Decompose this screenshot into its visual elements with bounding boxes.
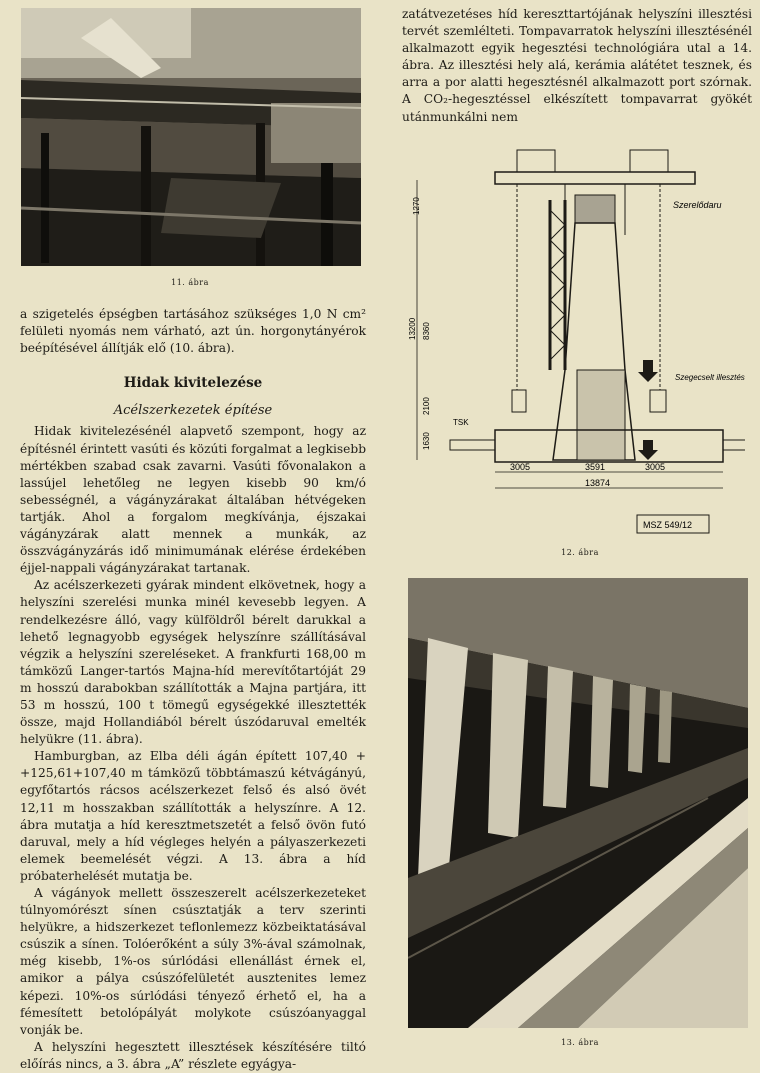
msz-label: MSZ 549/12 <box>643 520 693 530</box>
paragraph-4: A vágányok mellett összeszerelt acélszerkezeteket túlnyomórészt sínen csúsztatják a terv szerinti helyükre, a hidszerkezet teflonlemezz közbeiktatásával csúszik a sínen. Tolóerőként a súly 3%-ával számolnak, még kisebb, 1%-os súrlódási ellenállást érnek el, amikor a pálya csúszófelületét ausztenites lemez képezi. 10%-os súrlódási tényező érhető el, ha a fémesített betolópályát molykote csúszóanyaggal vonják be. <box>20 886 366 1037</box>
paragraph-2: Az acélszerkezeti gyárak mindent elkövetnek, hogy a helyszíni szerelési munka minél kevesebb legyen. A rendelkezésre álló, vagy külföldről bérelt darukkal a lehető legnagyobb egységek helyszínre szállításával végzik a helyszíni szereléseket. A frankfurti 168,00 m támközű Langer-tartós Majna-híd merevítőtartóját 29 m hosszú darabokban szállították a Majna partjára, itt 53 m hosszú, 100 t tömegű egységekké illesztették össze, majd Hollandiából bérelt úszódaruval emelték helyükre (11. ábra). <box>20 578 366 747</box>
riveted-joint-label: Szegecselt illesztés <box>675 373 745 382</box>
dim-2100: 2100 <box>422 397 431 415</box>
right-column-text <box>402 6 752 126</box>
right-paragraph: zatátvezetéses híd kereszttartójának helyszíni illesztési tervét szemlélteti. Tompavarratok helyszíni illesztésénél alkalmazott egyik hegesztési technológiára utal a 14. ábra. Az illesztési hely alá, kerámia alátétet tesznek, és arra a por alatti hegesztésnél alkalmazott port szórnak. A CO₂-hegesztéssel elkészített tompavarrat gyökét utánmunkálni nem <box>402 7 752 124</box>
figure-13-caption: 13. ábra <box>561 1038 599 1047</box>
section-heading: Hidak kivitelezése <box>123 375 263 392</box>
dim-13874: 13874 <box>585 478 611 488</box>
left-column-text <box>20 306 366 1073</box>
dim-3591: 3591 <box>585 462 606 472</box>
dim-3005-right: 3005 <box>645 462 666 472</box>
dim-8360: 8360 <box>422 322 431 340</box>
dim-13200: 13200 <box>408 317 417 340</box>
paragraph-5: A helyszíni hegesztett illesztések készítésére tiltó előírás nincs, a 3. ábra „A” részlete egyágya- <box>20 1039 366 1071</box>
crane-label: Szerelődaru <box>673 200 722 210</box>
dim-3005-left: 3005 <box>510 462 531 472</box>
dim-tsk: TSK <box>453 418 469 427</box>
figure-12-drawing <box>405 140 745 540</box>
figure-12-diagram <box>405 140 745 540</box>
paragraph-3: Hamburgban, az Elba déli ágán épített 107,40 + +125,61+107,40 m támközű többtámaszú kétvágányú, egyfőtartós rácsos acélszerkezet felső és alsó övét 12,11 m hosszakban szállították a helyszínre. A 12. ábra mutatja a híd keresztmetszetét a felső övön futó daruval, mely a híd végleges helyén a pályaszerkezeti elemek beemelését végzi. A 13. ábra a híd próbaterhelését mutatja be. <box>20 749 366 883</box>
figure-13-image <box>408 578 748 1028</box>
figure-11-photo <box>21 8 361 266</box>
figure-11-image <box>21 8 361 266</box>
figure-12-caption: 12. ábra <box>561 548 599 557</box>
intro-paragraph: a szigetelés épségben tartásához szükséges 1,0 N cm² felületi nyomás nem várható, azt ún. horgonytányérok beépítésével állítják elő (10. ábra). <box>20 307 366 356</box>
paragraph-1: Hidak kivitelezésénél alapvető szempont, hogy az építésnél érintett vasúti és közúti forgalmat a legkisebb mértékben szabad csak zavarni. Vasúti fővonalakon a lassújel lehetőleg ne legyen kisebb 90 km/ó sebességnél, a vágányzárakat általában hétvégeken tartják. Ahol a forgalom megkívánja, éjszakai vágányzárak alatt mennek a munkák, az összvágányzárás idő minimumának elérése érdekében éjjel-nappali vágányzárakat tartanak. <box>20 424 366 576</box>
section-subheading: Acélszerkezetek építése <box>113 403 273 419</box>
figure-11-caption: 11. ábra <box>171 278 209 287</box>
dim-1270: 1270 <box>412 197 421 215</box>
dim-1630: 1630 <box>422 432 431 450</box>
figure-13-photo <box>408 578 748 1028</box>
